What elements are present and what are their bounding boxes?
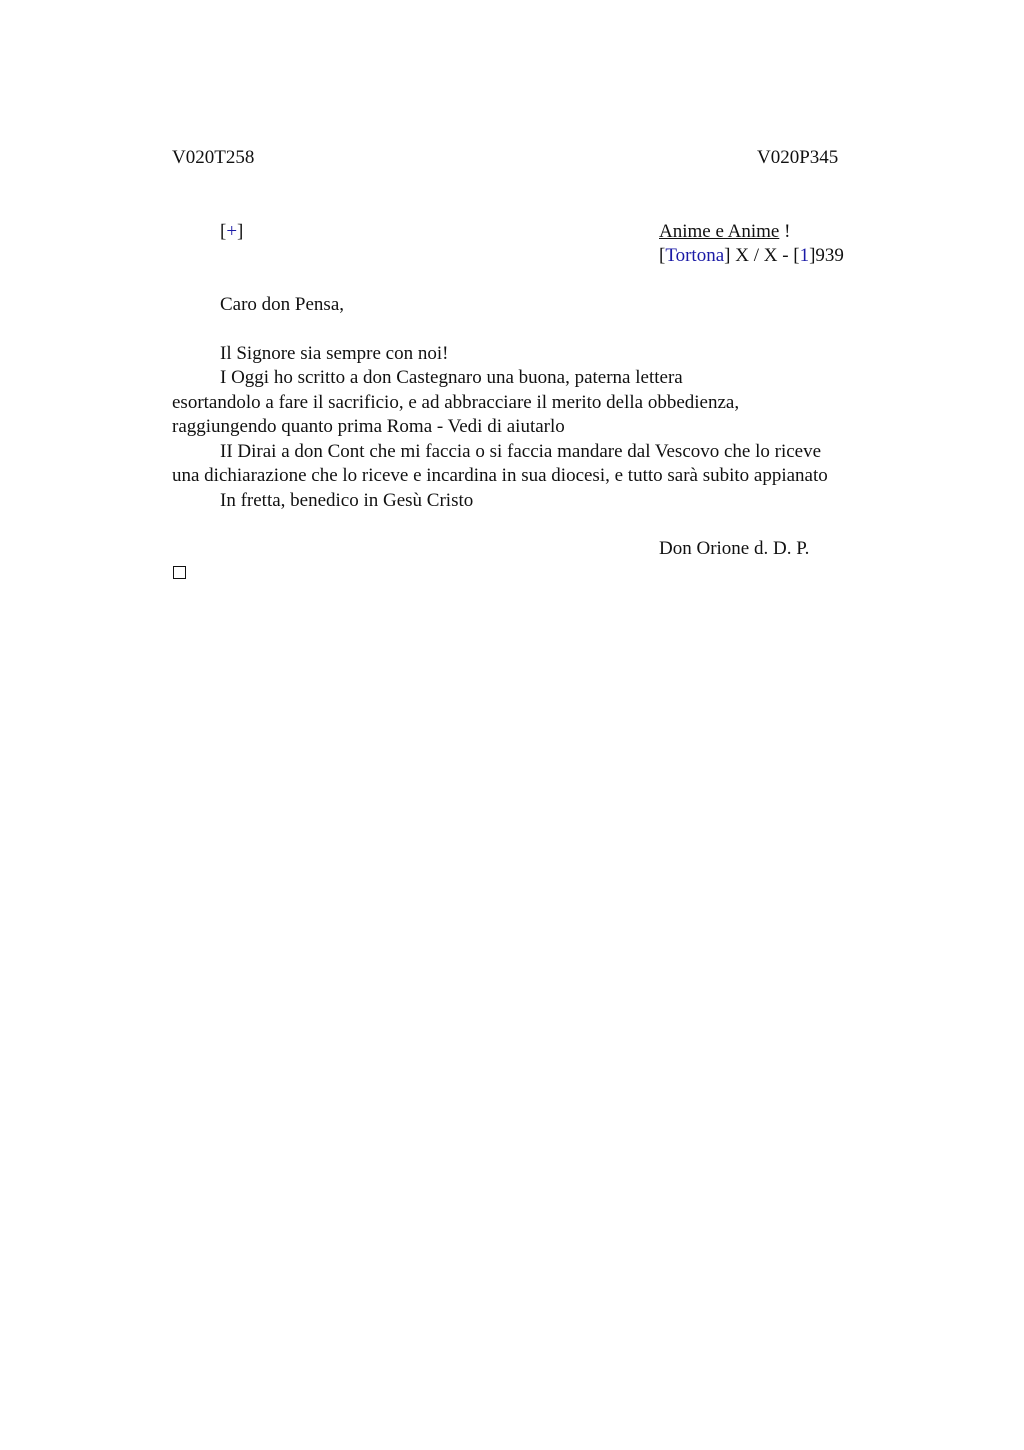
document-code-left: V020T258 xyxy=(172,147,255,168)
end-square-icon xyxy=(173,566,186,579)
body-line: esortandolo a fare il sacrificio, e ad abbracciare il merito della obbedienza, xyxy=(172,392,740,413)
body-line: una dichiarazione che lo riceve e incardina in sua diocesi, e tutto sarà subito appianato xyxy=(172,465,828,486)
body-line: In fretta, benedico in Gesù Cristo xyxy=(220,490,474,511)
signature: Don Orione d. D. P. xyxy=(659,538,810,559)
bracket-open: [ xyxy=(220,221,227,242)
place-date xyxy=(659,244,844,268)
document-code-right: V020P345 xyxy=(757,147,839,168)
letter-title-text: Anime e Anime xyxy=(659,221,780,242)
letter-title xyxy=(659,220,790,244)
body-line: II Dirai a don Cont che mi faccia o si faccia mandare dal Vescovo che lo riceve xyxy=(220,441,822,462)
body-line: I Oggi ho scritto a don Castegnaro una buona, paterna lettera xyxy=(220,367,683,388)
body-line: Il Signore sia sempre con noi! xyxy=(220,343,449,364)
year-rest: ]939 xyxy=(809,245,844,266)
letter-title-suffix: ! xyxy=(779,221,791,242)
bracket-close: ] xyxy=(237,221,244,242)
body-line: raggiungendo quanto prima Roma - Vedi di aiutarlo xyxy=(172,416,565,437)
place-name: Tortona xyxy=(665,245,725,266)
place-bracket-open: [ xyxy=(659,245,666,266)
year-digit: 1 xyxy=(799,245,810,266)
cross-marker xyxy=(220,220,243,244)
cross-symbol: + xyxy=(226,221,238,242)
salutation: Caro don Pensa, xyxy=(220,294,345,315)
date-middle: ] X / X - [ xyxy=(724,245,800,266)
